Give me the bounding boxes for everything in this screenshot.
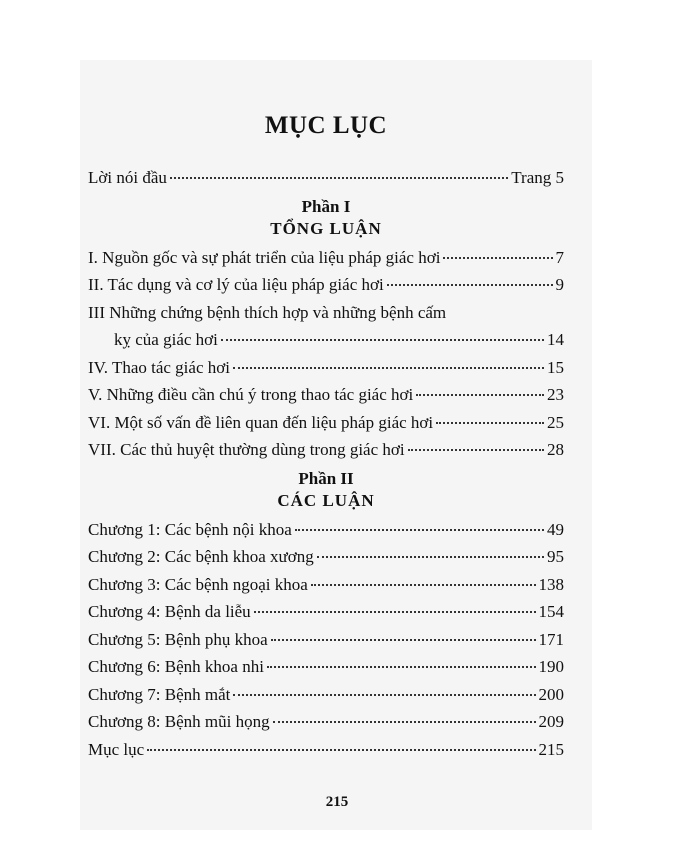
toc-entry-page: 15	[547, 357, 564, 377]
page-title: MỤC LỤC	[264, 112, 388, 139]
toc-entry	[88, 436, 564, 464]
toc-entry-preface	[88, 164, 564, 192]
toc-entry	[88, 736, 564, 764]
toc-entry-label: IV. Thao tác giác hơi	[88, 357, 230, 377]
part2-heading: Phần II	[298, 468, 354, 488]
toc-entry-label-line2: kỵ của giác hơi	[114, 330, 218, 349]
toc-entry-label: Chương 7: Bệnh mắt	[88, 684, 231, 704]
toc-entry-label: Chương 4: Bệnh da liễu	[88, 602, 251, 621]
toc-entry-label: Chương 5: Bệnh phụ khoa	[88, 629, 268, 649]
leader-dots	[233, 367, 544, 369]
toc-entry-page: 14	[547, 330, 564, 349]
toc-entry	[88, 681, 564, 709]
page-number: 215	[325, 794, 349, 810]
toc-entry	[88, 326, 564, 354]
toc-entry	[88, 244, 564, 272]
toc-entry	[88, 354, 564, 382]
leader-dots	[408, 449, 544, 451]
leader-dots	[295, 529, 544, 531]
toc-entry-label: Chương 3: Các bệnh ngoại khoa	[88, 574, 308, 594]
leader-dots	[443, 257, 552, 259]
leader-dots	[387, 284, 553, 286]
toc-entry-page: 154	[538, 602, 564, 621]
toc-entry	[88, 626, 564, 654]
toc-entry-label: I. Nguồn gốc và sự phát triển của liệu pháp giác hơi	[88, 247, 441, 267]
leader-dots	[147, 749, 535, 751]
toc-entry-label: Chương 6: Bệnh khoa nhi	[88, 657, 264, 676]
toc-entry	[88, 571, 564, 599]
table-of-contents	[88, 112, 564, 763]
toc-entry	[88, 271, 564, 299]
toc-entry-page: 215	[538, 739, 564, 759]
leader-dots	[267, 666, 536, 668]
toc-entry	[88, 708, 564, 736]
leader-dots	[311, 584, 536, 586]
toc-entry	[88, 543, 564, 571]
toc-entry-label: VII. Các thủ huyệt thường dùng trong giác hơi	[88, 440, 405, 459]
toc-entry-page: 9	[555, 275, 564, 294]
toc-entry-page: 190	[538, 657, 564, 676]
toc-entry-page: Trang 5	[511, 168, 564, 187]
leader-dots	[170, 177, 508, 179]
leader-dots	[317, 556, 544, 558]
toc-entry-page: 25	[547, 412, 564, 432]
toc-entry-label: Chương 1: Các bệnh nội khoa	[88, 519, 292, 539]
toc-entry-label: II. Tác dụng và cơ lý của liệu pháp giác hơi	[88, 275, 384, 294]
toc-entry-page: 171	[538, 629, 564, 649]
toc-entry	[88, 598, 564, 626]
toc-entry-page: 23	[547, 385, 564, 404]
toc-entry-page: 138	[538, 574, 564, 594]
leader-dots	[273, 721, 536, 723]
leader-dots	[221, 339, 544, 341]
leader-dots	[233, 694, 535, 696]
leader-dots	[416, 394, 544, 396]
leader-dots	[254, 611, 536, 613]
toc-entry	[88, 653, 564, 681]
toc-entry-page: 200	[538, 684, 564, 704]
toc-entry-label-line1: III Những chứng bệnh thích hợp và những bệnh cấm	[88, 302, 447, 322]
leader-dots	[436, 422, 544, 424]
part1-heading: Phần I	[301, 196, 351, 216]
part1-name: TỔNG LUẬN	[270, 218, 382, 238]
toc-entry-page: 95	[547, 547, 564, 566]
toc-entry	[88, 409, 564, 437]
toc-entry-page: 209	[538, 712, 564, 731]
toc-entry	[88, 516, 564, 544]
leader-dots	[271, 639, 536, 641]
toc-entry-label: V. Những điều cần chú ý trong thao tác giác hơi	[88, 385, 414, 404]
part2-name: CÁC LUẬN	[277, 490, 375, 510]
toc-entry-label: Mục lục	[88, 739, 145, 759]
toc-entry-page: 49	[547, 519, 564, 539]
toc-entry-label: Chương 2: Các bệnh khoa xương	[88, 547, 314, 566]
toc-entry-label: Chương 8: Bệnh mũi họng	[88, 712, 270, 731]
toc-entry-label: VI. Một số vấn đề liên quan đến liệu pháp giác hơi	[88, 412, 434, 432]
toc-entry-page: 7	[555, 247, 564, 267]
toc-entry-page: 28	[547, 440, 564, 459]
toc-entry	[88, 381, 564, 409]
toc-entry-label: Lời nói đầu	[88, 168, 167, 187]
